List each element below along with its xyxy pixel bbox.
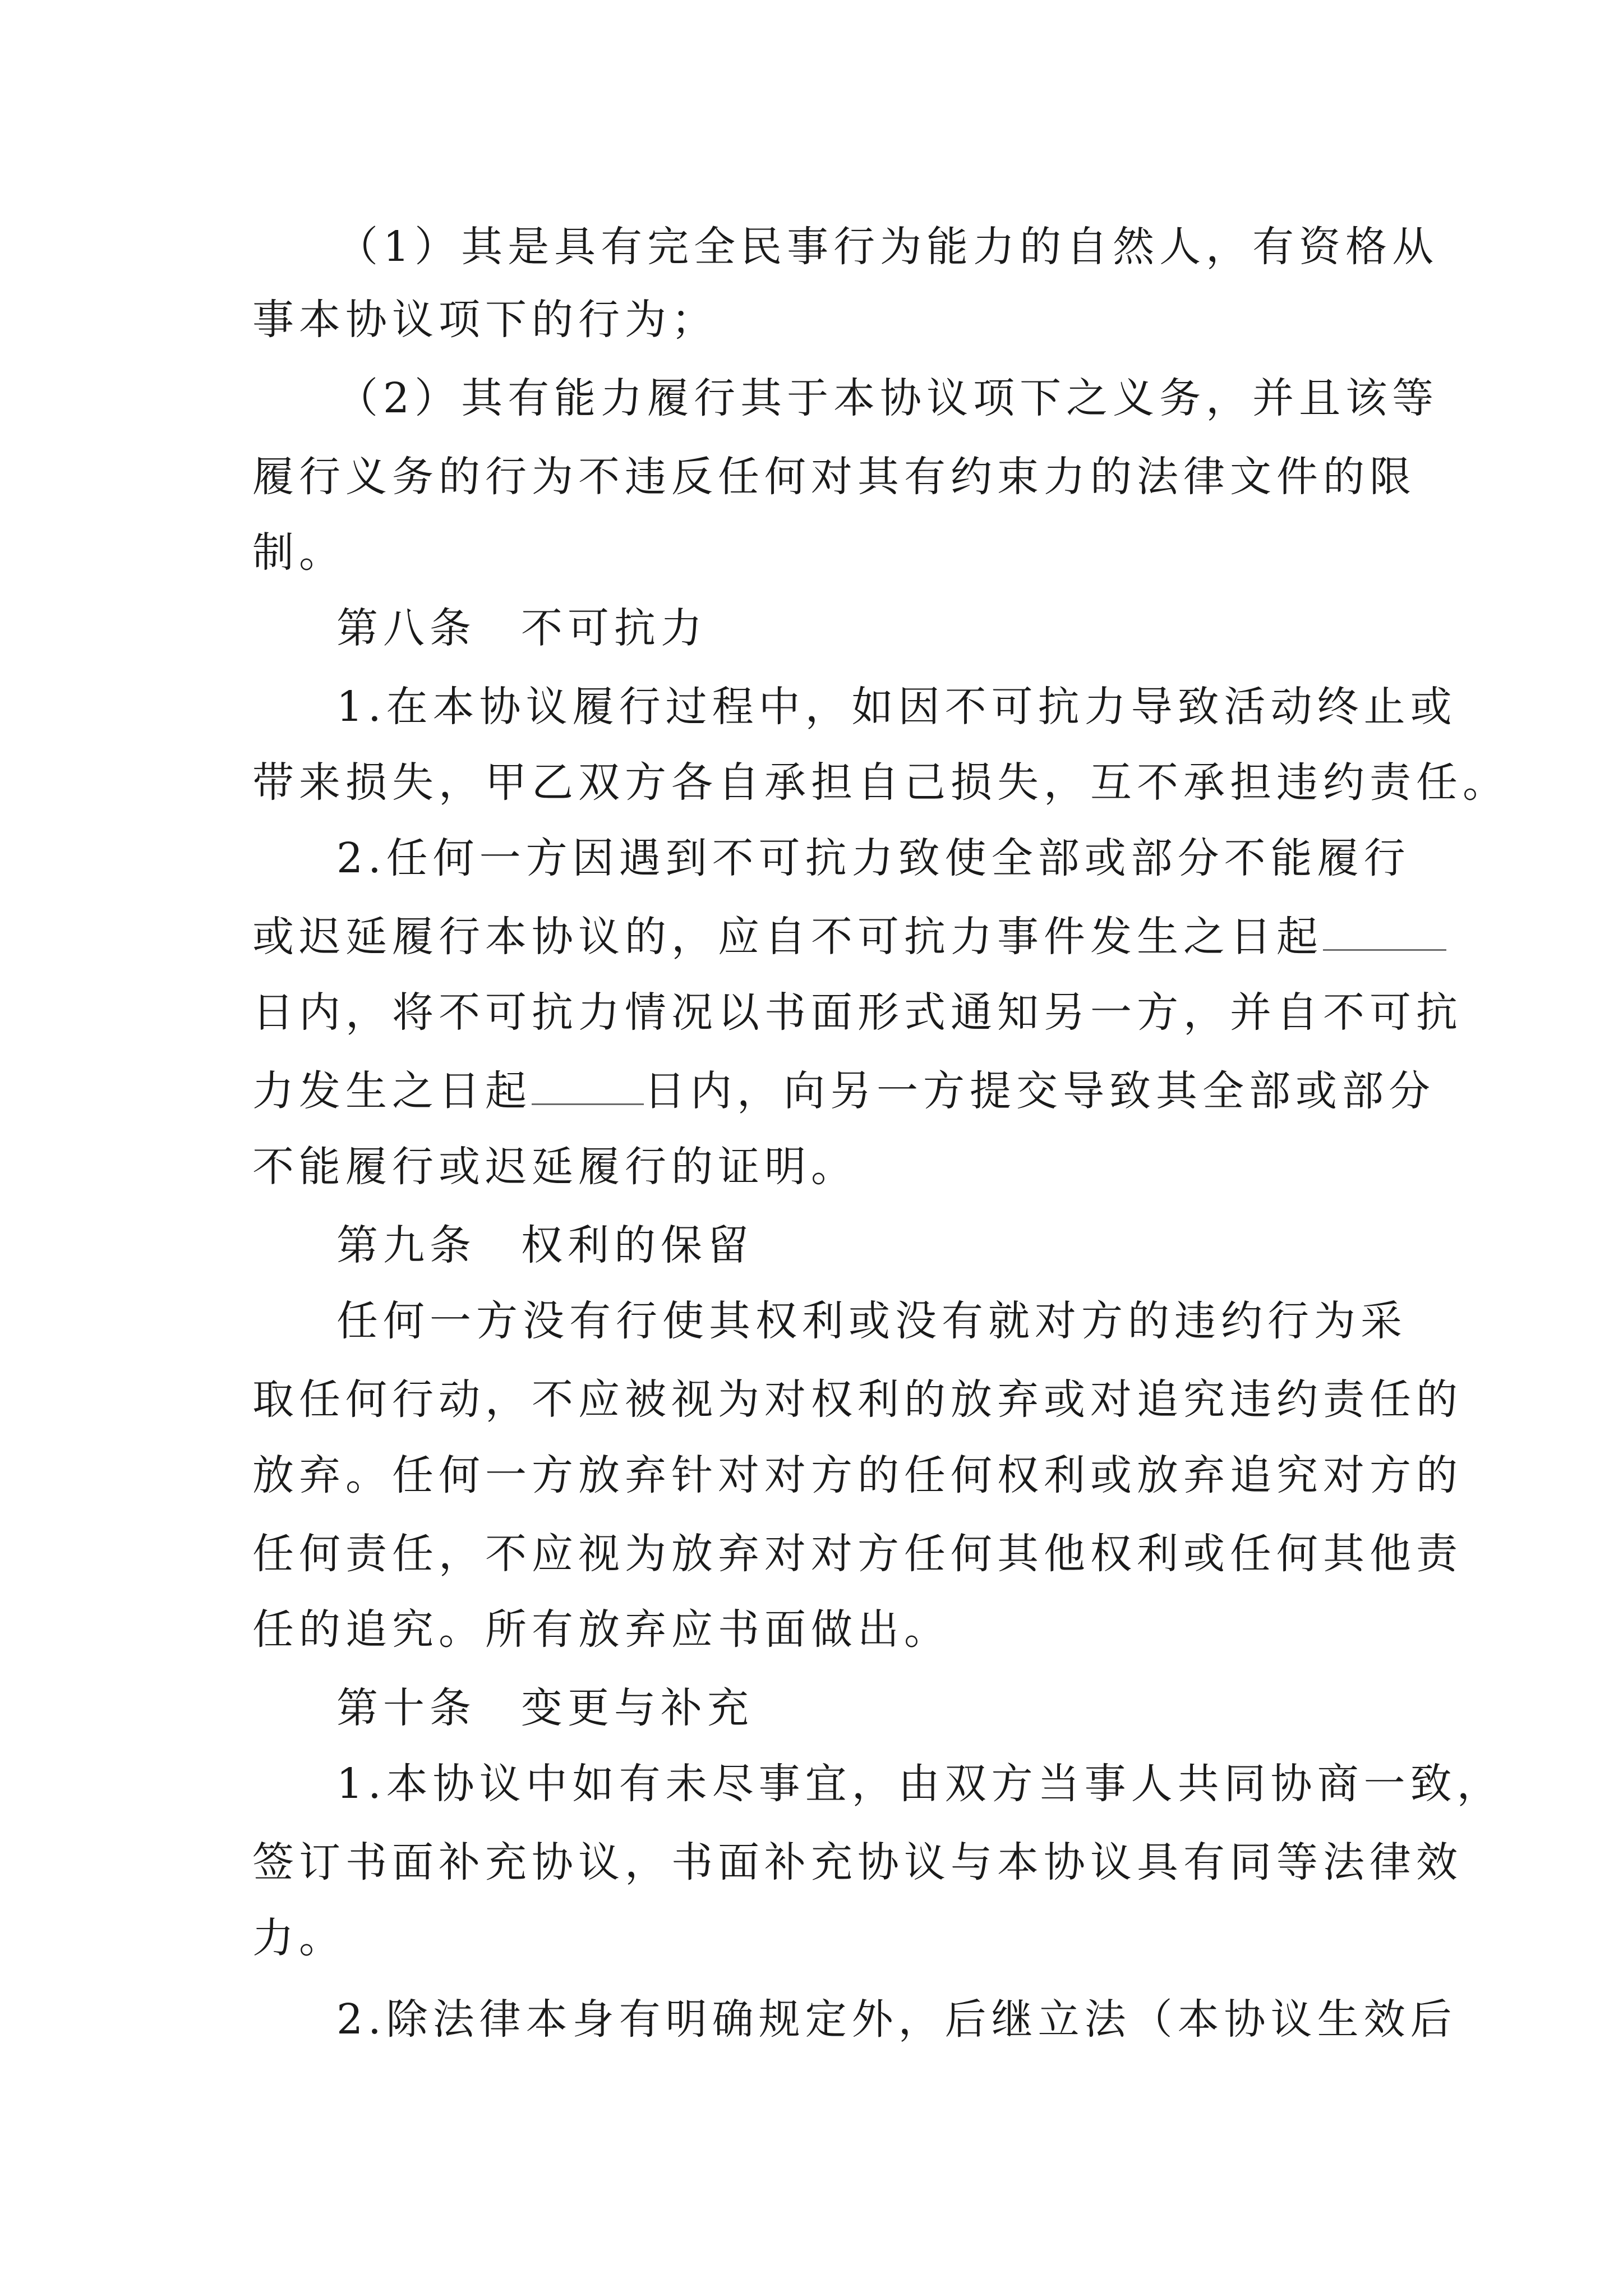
article-10-p1-line-2: 签订书面补充协议，书面补充协议与本协议具有同等法律效 (252, 1838, 1463, 1887)
article-8-p1-line-1: 1.在本协议履行过程中，如因不可抗力导致活动终止或 (336, 683, 1457, 731)
days-blank-1[interactable] (1323, 912, 1446, 951)
article-8-heading (336, 589, 707, 668)
article-8-p1-line-2: 带来损失，甲乙双方各自承担自己损失，互不承担违约责任。 (252, 758, 1509, 807)
days-blank-2[interactable] (532, 1066, 644, 1105)
article-8-p2-line-4 (252, 1052, 1435, 1130)
article-8-number: 第八条 (336, 604, 476, 652)
article-10-p1-line-1: 1.本协议中如有未尽事宜，由双方当事人共同协商一致， (336, 1760, 1504, 1808)
article-9-title: 权利的保留 (521, 1221, 754, 1269)
article-10-p1-line-3: 力。 (252, 1914, 345, 1962)
article-8-p2-line-1: 2.任何一方因遇到不可抗力致使全部或部分不能履行 (336, 834, 1410, 882)
article-8-p2-line-3: 日内，将不可抗力情况以书面形式通知另一方，并自不可抗 (252, 988, 1463, 1037)
article-8-title: 不可抗力 (521, 604, 707, 652)
item-1-line-1: （1）其是具有完全民事行为能力的自然人，有资格从 (336, 223, 1439, 271)
article-9-p1-line-5: 任的追究。所有放弃应书面做出。 (252, 1605, 951, 1654)
article-10-title: 变更与补充 (521, 1684, 754, 1732)
item-2-line-1: （2）其有能力履行其于本协议项下之义务，并且该等 (336, 374, 1439, 422)
article-9-p1-line-3: 放弃。任何一方放弃针对对方的任何权利或放弃追究对方的 (252, 1451, 1463, 1499)
article-10-p2-line-1: 2.除法律本身有明确规定外，后继立法（本协议生效后 (336, 1995, 1457, 2044)
article-8-p2-line-5: 不能履行或迟延履行的证明。 (252, 1143, 857, 1191)
item-1-line-2: 事本协议项下的行为； (252, 296, 718, 344)
item-2-line-2: 履行义务的行为不违反任何对其有约束力的法律文件的限 (252, 453, 1416, 501)
article-9-p1-line-2: 取任何行动，不应被视为对权利的放弃或对追究违约责任的 (252, 1375, 1463, 1424)
article-9-p1-line-4: 任何责任，不应视为放弃对对方任何其他权利或任何其他责 (252, 1530, 1463, 1578)
article-9-p1-line-1: 任何一方没有行使其权利或没有就对方的违约行为采 (336, 1297, 1407, 1345)
article-8-p2-line-2 (252, 898, 1380, 976)
article-8-p2-line-2-text: 或迟延履行本协议的，应自不可抗力事件发生之日起 (252, 913, 1323, 961)
article-8-p2-line-4b: 日内，向另一方提交导致其全部或部分 (644, 1067, 1435, 1115)
article-9-heading (336, 1206, 754, 1285)
article-10-number: 第十条 (336, 1684, 476, 1732)
article-8-p2-line-4a: 力发生之日起 (252, 1067, 532, 1115)
article-9-number: 第九条 (336, 1221, 476, 1269)
item-2-line-3: 制。 (252, 528, 345, 577)
article-10-heading (336, 1669, 754, 1747)
